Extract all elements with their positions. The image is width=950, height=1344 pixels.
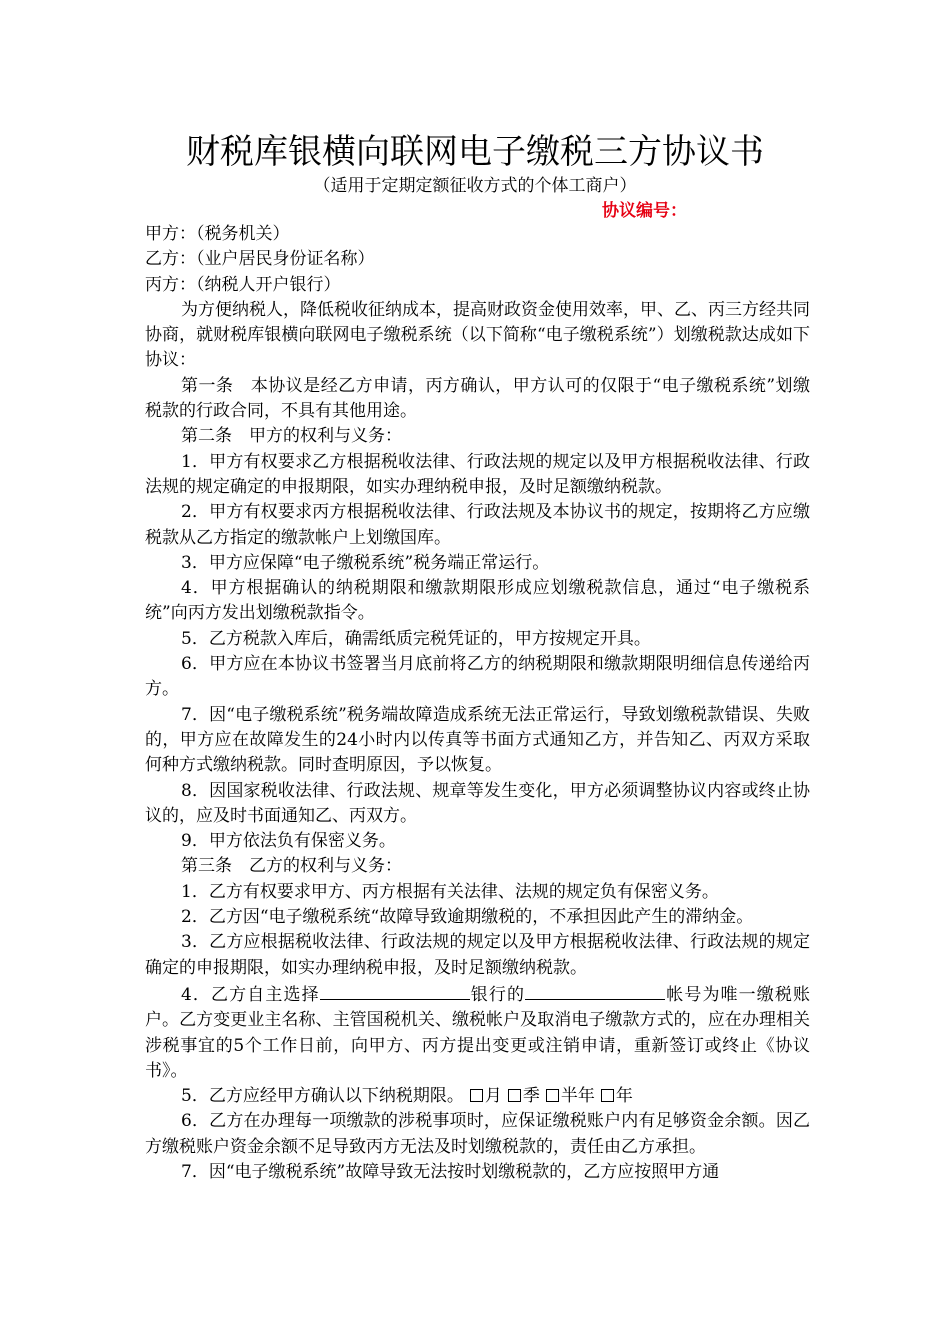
article-2-item-9: 9．甲方依法负有保密义务。 [181,831,396,852]
agreement-body [145,222,810,1185]
article-2-item-7: 7．因“电子缴税系统”税务端故障造成系统无法正常运行，导致划缴税款错误、失败的，甲方应在故障发生的24小时内以传真等书面方式通知乙方，并告知乙、丙双方采取何种方式缴纳税款。同时查明原因，予以恢复。 [145,704,810,776]
account-number-blank[interactable] [525,981,665,1000]
year-checkbox[interactable] [601,1089,614,1102]
article-3-item-6: 6．乙方在办理每一项缴款的涉税事项时，应保证缴税账户内有足够资金余额。因乙方缴税账户资金余额不足导致丙方无法及时划缴税款的，责任由乙方承担。 [145,1111,810,1157]
article-2-item-8: 8．因国家税收法律、行政法规、规章等发生变化，甲方必须调整协议内容或终止协议的，应及时书面通知乙、丙双方。 [145,780,810,826]
item-4-middle: 银行的 [469,984,526,1005]
article-2-item-3: 3．甲方应保障“电子缴税系统”税务端正常运行。 [181,552,550,573]
article-3-item-3: 3．乙方应根据税收法律、行政法规的规定以及甲方根据税收法律、行政法规的规定确定的申报期限，如实办理纳税申报，及时足额缴纳税款。 [145,932,810,978]
article-3-item-4 [145,981,810,1084]
option-year: 年 [615,1086,633,1107]
article-2-item-1: 1．甲方有权要求乙方根据税收法律、行政法规的规定以及甲方根据税收法律、行政法规的规定确定的申报期限，如实办理纳税申报，及时足额缴纳税款。 [145,451,810,497]
item-4-rest: 帐号为唯一缴税账户。乙方变更业主名称、主管国税机关、缴税帐户及取消电子缴款方式的，应在办理相关涉税事宜的5个工作日前，向甲方、丙方提出变更或注销申请，重新签订或终止《协议书》。 [145,984,810,1081]
article-2-item-5: 5．乙方税款入库后，确需纸质完税凭证的，甲方按规定开具。 [181,628,651,649]
half-year-checkbox[interactable] [546,1089,559,1102]
article-3-item-2: 2．乙方因“电子缴税系统“故障导致逾期缴税的，不承担因此产生的滞纳金。 [181,907,754,928]
article-3-heading: 第三条 乙方的权利与义务： [181,856,402,877]
article-2-item-4: 4．甲方根据确认的纳税期限和缴款期限形成应划缴税款信息，通过“电子缴税系统”向丙方发出划缴税款指令。 [145,578,810,624]
document-title: 财税库银横向联网电子缴税三方协议书 [186,132,764,172]
article-3-item-1: 1．乙方有权要求甲方、丙方根据有关法律、法规的规定负有保密义务。 [181,881,719,902]
article-2-heading: 第二条 甲方的权利与义务： [181,426,402,447]
bank-name-blank[interactable] [320,981,470,1000]
month-checkbox[interactable] [470,1089,483,1102]
preamble: 为方便纳税人，降低税收征纳成本，提高财政资金使用效率，甲、乙、丙三方经共同协商，就财税库银横向联网电子缴税系统（以下简称“电子缴税系统”）划缴税款达成如下协议： [145,299,810,371]
article-1: 第一条 本协议是经乙方申请，丙方确认，甲方认可的仅限于“电子缴税系统”划缴税款的行政合同，不具有其他用途。 [145,375,810,422]
quarter-checkbox[interactable] [508,1089,521,1102]
item-5-prefix: 5．乙方应经甲方确认以下纳税期限。 [181,1086,464,1107]
article-3-item-5 [145,1084,810,1109]
article-2-item-6: 6．甲方应在本协议书签署当月底前将乙方的纳税期限和缴款期限明细信息传递给丙方。 [145,654,810,700]
item-4-prefix: 4．乙方自主选择 [181,984,320,1005]
document-subtitle: （适用于定期定额征收方式的个体工商户） [313,176,637,196]
article-2-item-2: 2．甲方有权要求丙方根据税收法律、行政法规及本协议书的规定，按期将乙方应缴税款从乙方指定的缴款帐户上划缴国库。 [145,502,810,548]
option-month: 月 [484,1086,502,1107]
party-b: 乙方：（业户居民身份证名称） [145,249,375,270]
party-a: 甲方：（税务机关） [145,224,290,244]
option-quarter: 季 [522,1086,540,1107]
article-3-item-7: 7．因“电子缴税系统”故障导致无法按时划缴税款的，乙方应按照甲方通 [181,1161,720,1182]
party-c: 丙方：（纳税人开户银行） [145,274,341,295]
agreement-number-label: 协议编号： [602,201,687,221]
option-half-year: 半年 [560,1086,595,1107]
